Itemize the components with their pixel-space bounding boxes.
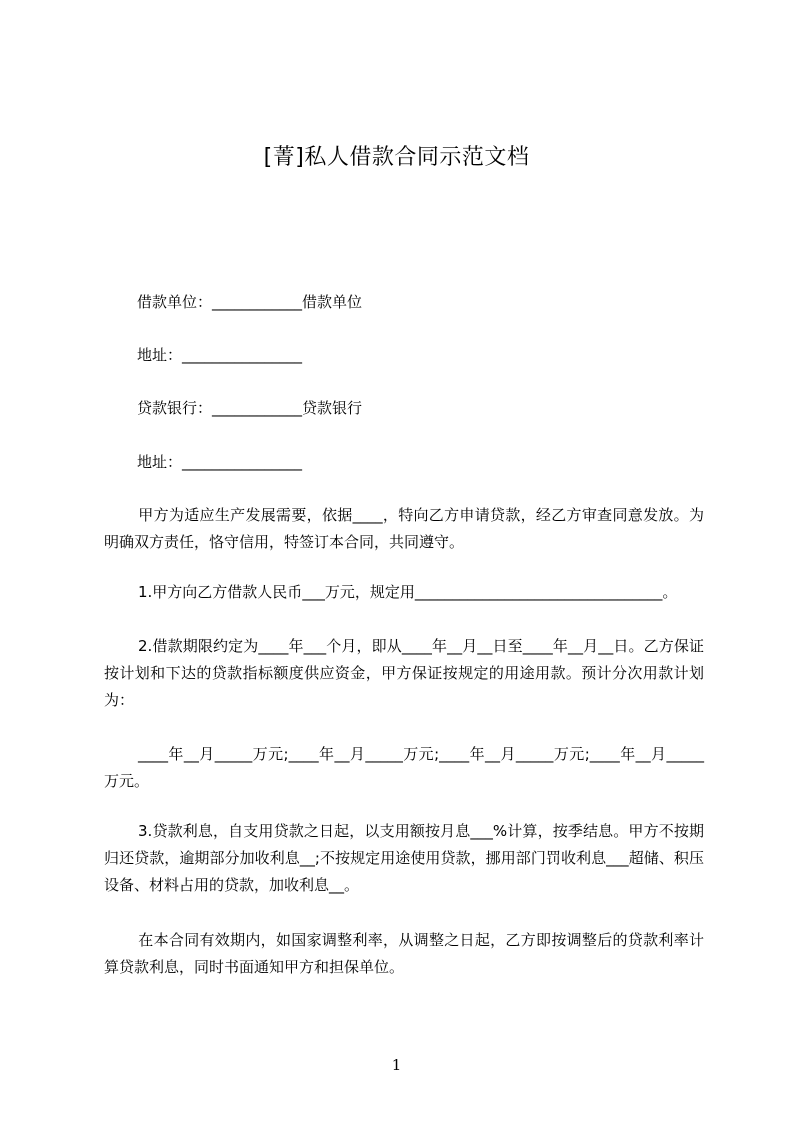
clause-2-paragraph <box>104 633 704 714</box>
clause-2-text: 2.借款期限约定为____年___个月，即从____年__月__日至____年__月__日。乙方保证按计划和下达的贷款指标额度供应资金，甲方保证按规定的用途用款。预计分次用款计划为： <box>104 637 704 709</box>
bank-address-field: 地址：________________ <box>137 453 303 471</box>
preamble-paragraph <box>104 502 704 556</box>
clause-1-text: 1.甲方向乙方借款人民币___万元，规定用_________________________________。 <box>138 583 678 601</box>
clause-3-paragraph <box>104 818 704 899</box>
drawdown-schedule-text: ____年__月_____万元;____年__月_____万元;____年__月_____万元;____年__月_____万元。 <box>104 745 704 790</box>
drawdown-schedule-paragraph <box>104 741 704 795</box>
clause-1-paragraph <box>104 579 704 606</box>
borrower-unit-field: 借款单位：____________借款单位 <box>137 293 363 311</box>
interest-adjustment-paragraph <box>104 927 704 981</box>
page-number: 1 <box>391 1056 402 1074</box>
lending-bank-field: 贷款银行：____________贷款银行 <box>137 399 363 417</box>
borrower-address-field: 地址：________________ <box>137 346 303 364</box>
document-title: [菁]私人借款合同示范文档 <box>263 145 530 170</box>
clause-3-text: 3.贷款利息，自支用贷款之日起，以支用额按月息___%计算，按季结息。甲方不按期归还贷款，逾期部分加收利息__;不按规定用途使用贷款，挪用部门罚收利息___超储、积压设备、材料占用的贷款，加收利息__。 <box>104 822 704 894</box>
interest-adjustment-text: 在本合同有效期内，如国家调整利率，从调整之日起，乙方即按调整后的贷款利率计算贷款利息，同时书面通知甲方和担保单位。 <box>104 931 704 976</box>
preamble-text: 甲方为适应生产发展需要，依据____，特向乙方申请贷款，经乙方审查同意发放。为明确双方责任，恪守信用，特签订本合同，共同遵守。 <box>104 506 704 551</box>
